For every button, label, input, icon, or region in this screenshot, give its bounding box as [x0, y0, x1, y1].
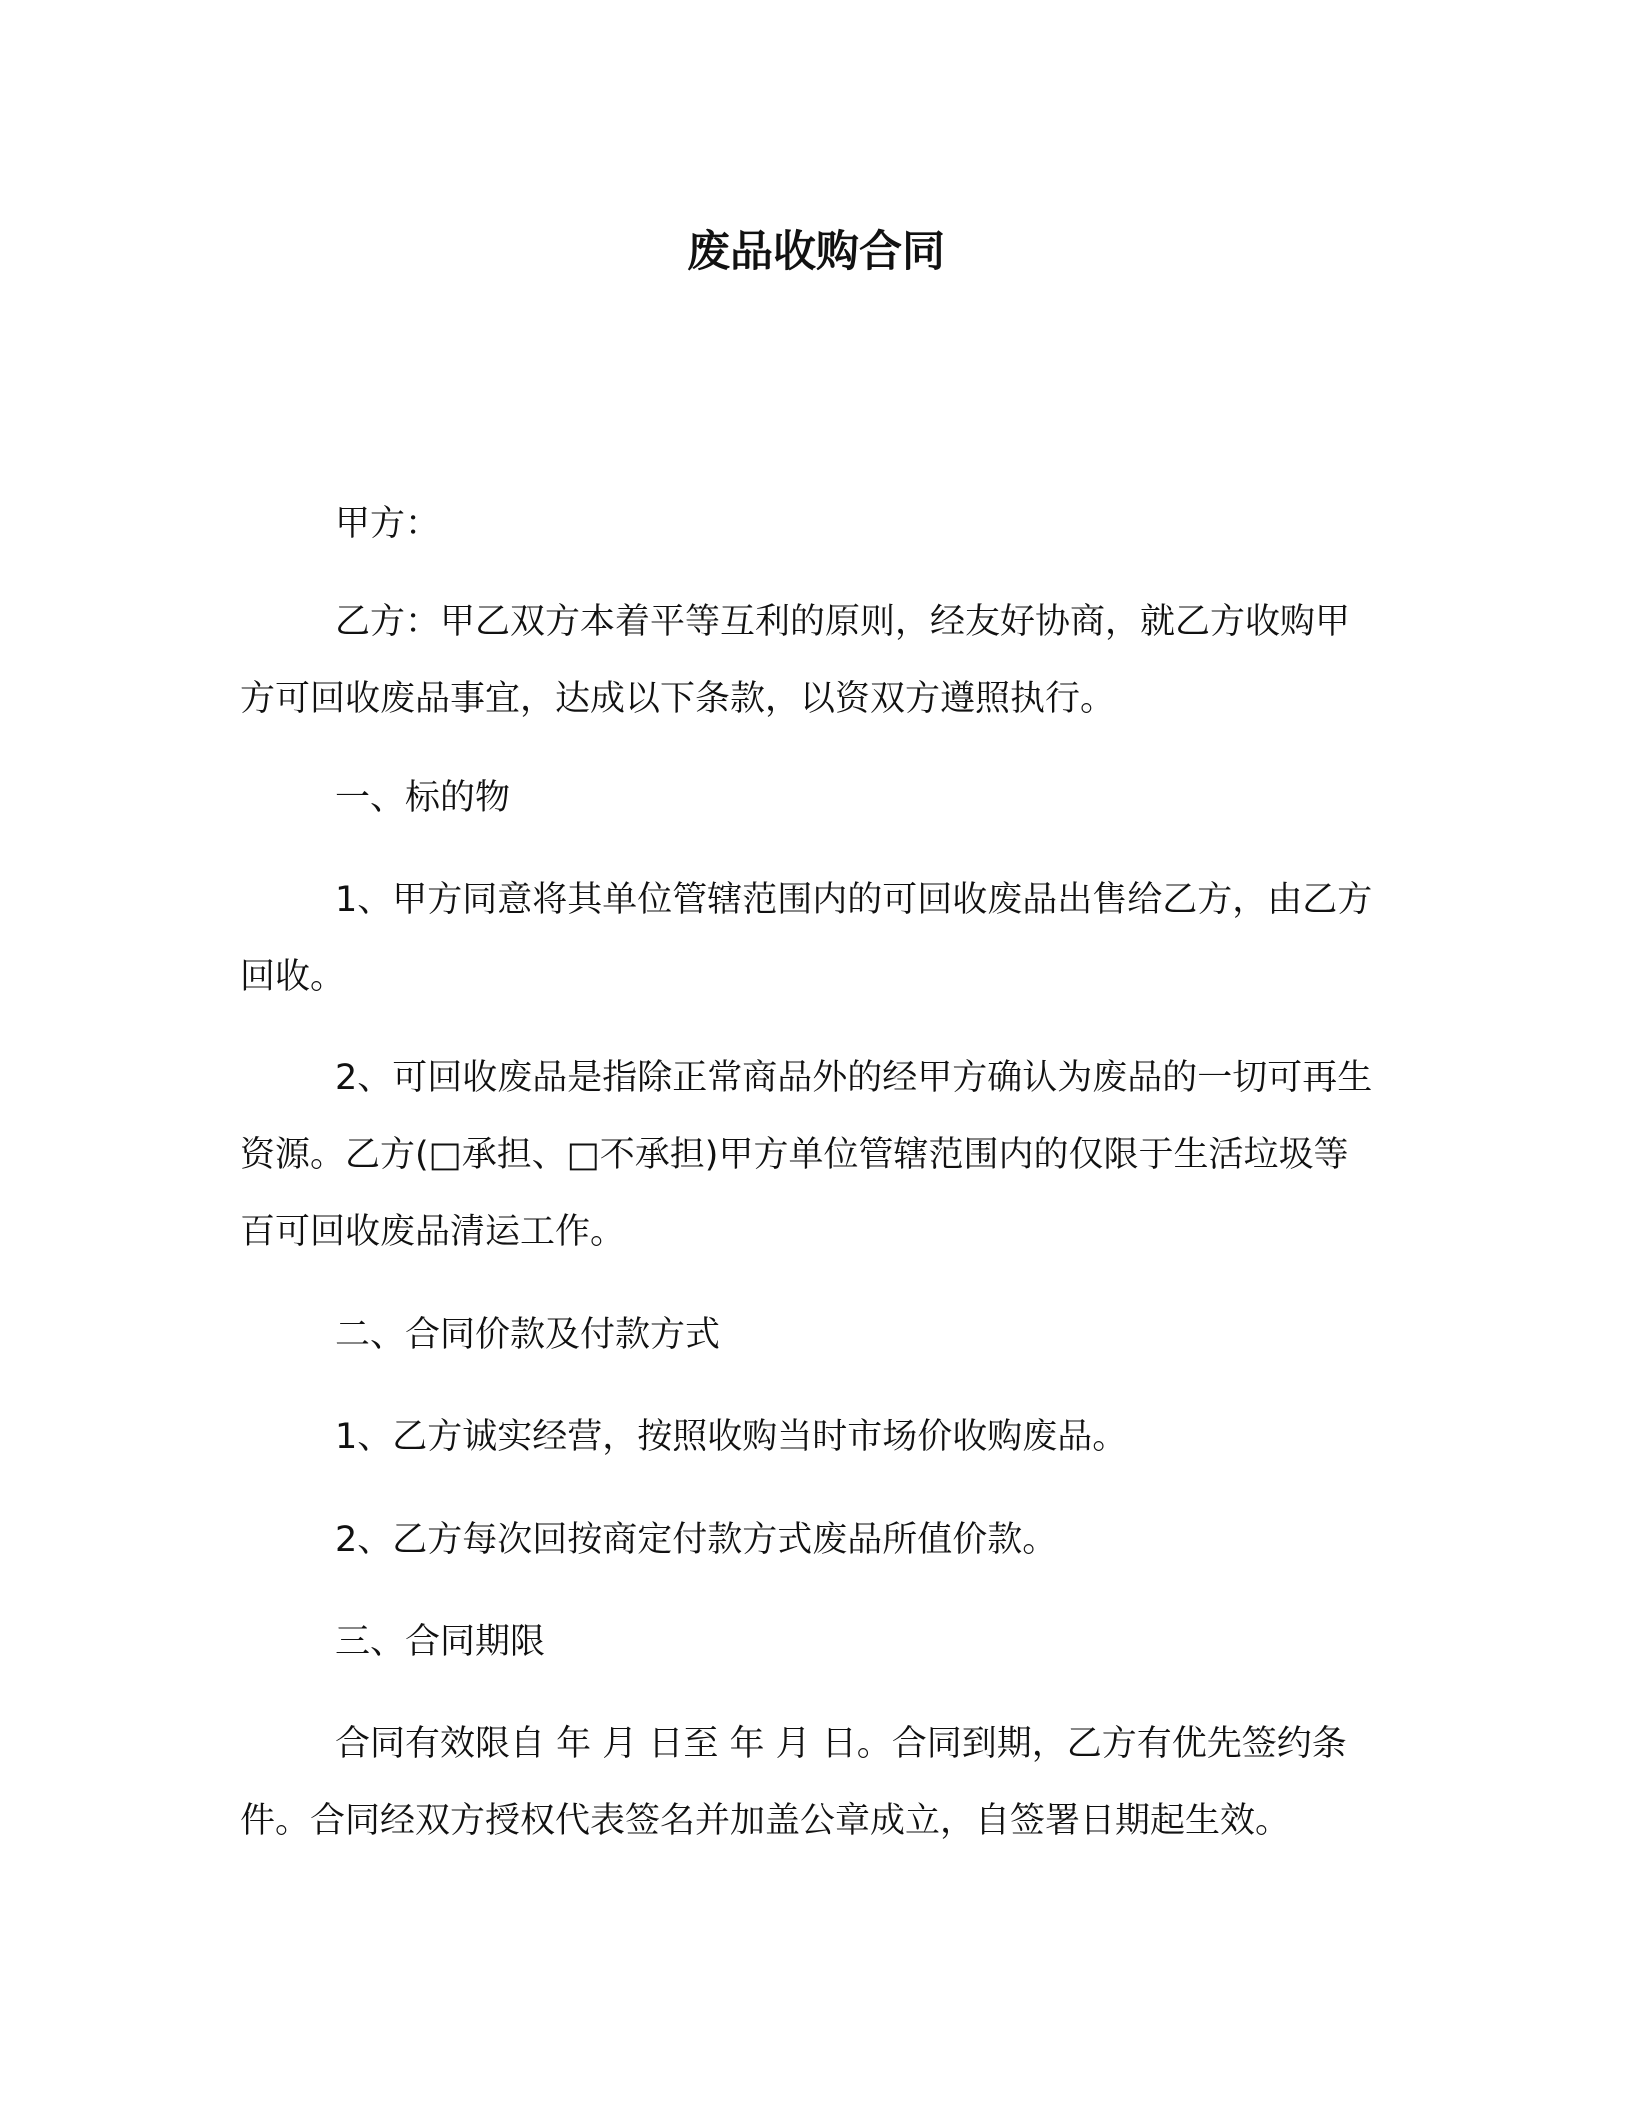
clause-2-2: 2、乙方每次回按商定付款方式废品所值价款。	[335, 1520, 1058, 1560]
party-b-preamble: 乙方：甲乙双方本着平等互利的原则，经友好协商，就乙方收购甲方可回收废品事宜，达成以下条款，以资双方遵照执行。	[240, 602, 1351, 719]
section-heading-price: 二、合同价款及付款方式	[335, 1315, 721, 1355]
clause-2-1: 1、乙方诚实经营，按照收购当时市场价收购废品。	[335, 1417, 1128, 1457]
party-a-line: 甲方：	[335, 504, 441, 544]
section-heading-subject: 一、标的物	[335, 778, 511, 818]
section-heading-term: 三、合同期限	[335, 1622, 546, 1662]
clause-1-2: 2、可回收废品是指除正常商品外的经甲方确认为废品的一切可再生资源。乙方(□承担、□不承担)甲方单位管辖范围内的仅限于生活垃圾等百可回收废品清运工作。	[240, 1058, 1373, 1252]
clause-1-1: 1、甲方同意将其单位管辖范围内的可回收废品出售给乙方，由乙方回收。	[240, 880, 1373, 997]
clause-3-term: 合同有效限自 年 月 日至 年 月 日。合同到期，乙方有优先签约条件。合同经双方授权代表签名并加盖公章成立，自签署日期起生效。	[240, 1724, 1347, 1841]
document-title: 废品收购合同	[687, 227, 945, 277]
